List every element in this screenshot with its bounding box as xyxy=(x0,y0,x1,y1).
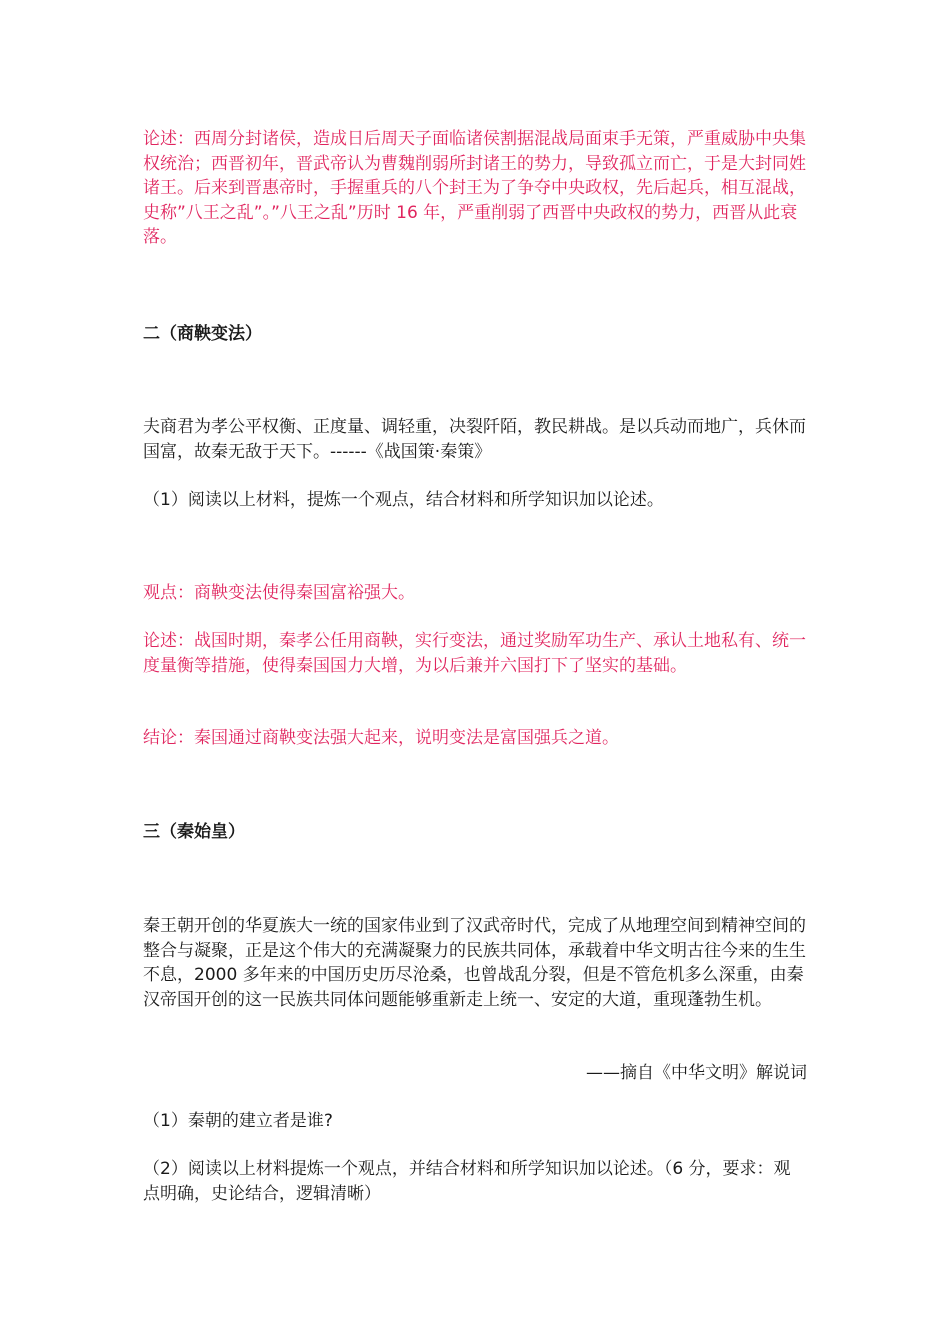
section3-question-1: （1）秦朝的建立者是谁? xyxy=(143,1111,333,1131)
section2-argument: 论述：战国时期，秦孝公任用商鞅，实行变法，通过奖励军功生产、承认土地私有、统一度量衡等措施，使得秦国国力大增，为以后兼并六国打下了坚实的基础。 xyxy=(143,631,806,676)
section3-question-2: （2）阅读以上材料提炼一个观点，并结合材料和所学知识加以论述。（6 分，要求：观点明确，史论结合，逻辑清晰） xyxy=(143,1159,791,1204)
section2-viewpoint: 观点：商鞅变法使得秦国富裕强大。 xyxy=(143,583,415,603)
section3-heading: 三（秦始皇） xyxy=(143,822,245,842)
section2-conclusion: 结论：秦国通过商鞅变法强大起来，说明变法是富国强兵之道。 xyxy=(143,728,619,748)
section3-source: ——摘自《中华文明》解说词 xyxy=(586,1063,807,1083)
section1-argument: 论述：西周分封诸侯，造成日后周天子面临诸侯割据混战局面束手无策，严重威胁中央集权统治；西晋初年，晋武帝认为曹魏削弱所封诸王的势力，导致孤立而亡，于是大封同姓诸王。后来到晋惠帝时，手握重兵的八个封王为了争夺中央政权，先后起兵，相互混战，史称”八王之乱”。”八王之乱”历时 16 年，严重削弱了西晋中央政权的势力，西晋从此衰落。 xyxy=(143,129,806,247)
section3-material: 秦王朝开创的华夏族大一统的国家伟业到了汉武帝时代，完成了从地理空间到精神空间的整合与凝聚，正是这个伟大的充满凝聚力的民族共同体，承载着中华文明古往今来的生生不息，2000 多年来的中国历史历尽沧桑，也曾战乱分裂，但是不管危机多么深重，由秦汉帝国开创的这一民族共同体问题能够重新走上统一、安定的大道，重现蓬勃生机。 xyxy=(143,916,806,1010)
section2-material: 夫商君为孝公平权衡、正度量、调轻重，决裂阡陌，教民耕战。是以兵动而地广，兵休而国富，故秦无敌于天下。------《战国策·秦策》 xyxy=(143,417,806,462)
section2-question-1: （1）阅读以上材料，提炼一个观点，结合材料和所学知识加以论述。 xyxy=(143,490,664,510)
section2-heading: 二（商鞅变法） xyxy=(143,324,262,344)
